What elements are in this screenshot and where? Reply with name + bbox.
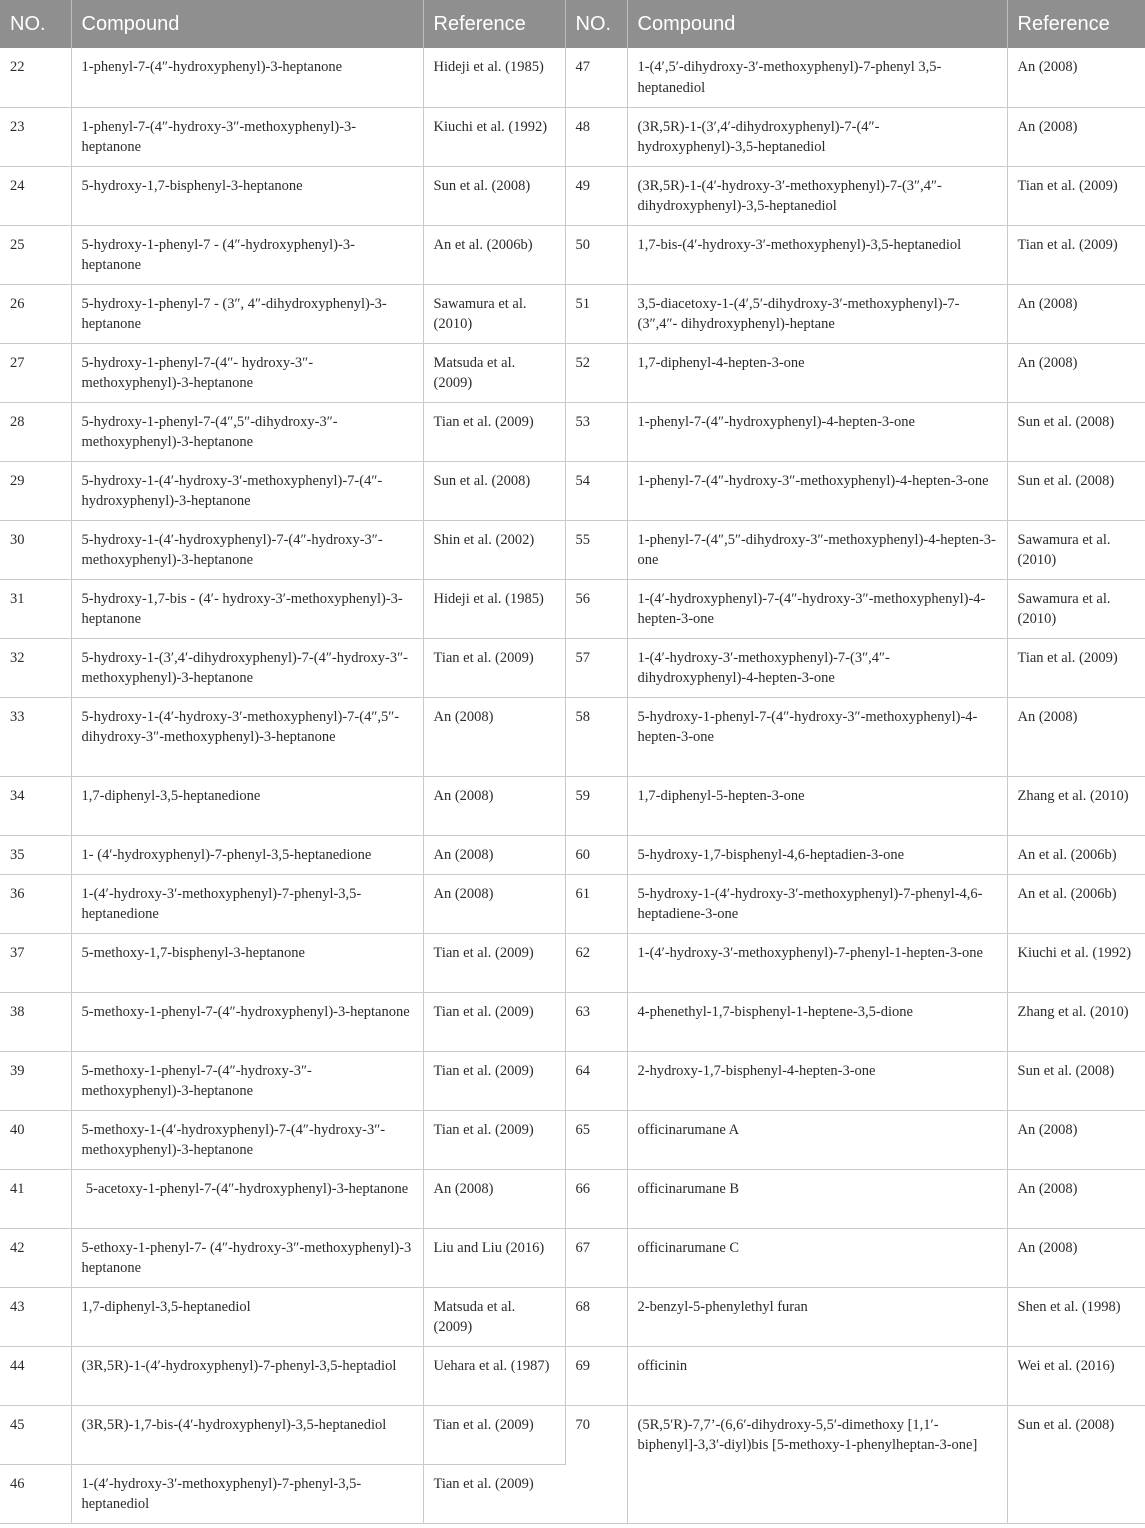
row-no: 54 xyxy=(565,461,627,520)
table-row xyxy=(0,1346,1145,1405)
table-row xyxy=(0,776,1145,835)
row-compound: officinarumane A xyxy=(627,1110,1007,1169)
row-reference: An (2008) xyxy=(423,1169,565,1228)
row-reference: Tian et al. (2009) xyxy=(1007,638,1145,697)
row-no: 34 xyxy=(0,776,71,835)
row-reference: Sun et al. (2008) xyxy=(1007,1405,1145,1523)
row-reference: Sun et al. (2008) xyxy=(1007,402,1145,461)
row-compound: 1-(4′-hydroxy-3′-methoxyphenyl)-7-phenyl-3,5-heptanedione xyxy=(71,874,423,933)
row-no: 57 xyxy=(565,638,627,697)
row-reference: Liu and Liu (2016) xyxy=(423,1228,565,1287)
row-reference: Tian et al. (2009) xyxy=(1007,225,1145,284)
row-compound: (3R,5R)-1,7-bis-(4′-hydroxyphenyl)-3,5-heptanediol xyxy=(71,1405,423,1464)
row-reference: Wei et al. (2016) xyxy=(1007,1346,1145,1405)
row-no: 53 xyxy=(565,402,627,461)
row-compound: 1-phenyl-7-(4″,5″-dihydroxy-3″-methoxyphenyl)-4-hepten-3-one xyxy=(627,520,1007,579)
row-no: 66 xyxy=(565,1169,627,1228)
row-no: 42 xyxy=(0,1228,71,1287)
row-compound: 1-(4′-hydroxy-3′-methoxyphenyl)-7-phenyl-1-hepten-3-one xyxy=(627,933,1007,992)
row-compound: 5-hydroxy-1-phenyl-7 - (4″-hydroxyphenyl)-3-heptanone xyxy=(71,225,423,284)
table-row xyxy=(0,874,1145,933)
row-reference: Tian et al. (2009) xyxy=(423,1110,565,1169)
table-row xyxy=(0,284,1145,343)
table-row xyxy=(0,402,1145,461)
row-reference: Sawamura et al. (2010) xyxy=(1007,579,1145,638)
row-compound: 5-hydroxy-1-(4′-hydroxy-3′-methoxyphenyl)-7-(4″,5″-dihydroxy-3″-methoxyphenyl)-3-heptanone xyxy=(71,697,423,776)
row-reference: Zhang et al. (2010) xyxy=(1007,776,1145,835)
row-reference: Kiuchi et al. (1992) xyxy=(423,107,565,166)
row-compound: 1-phenyl-7-(4″-hydroxyphenyl)-3-heptanone xyxy=(71,48,423,107)
row-compound: 1,7-diphenyl-3,5-heptanediol xyxy=(71,1287,423,1346)
row-no: 40 xyxy=(0,1110,71,1169)
row-reference: Sawamura et al. (2010) xyxy=(423,284,565,343)
table-row xyxy=(0,1110,1145,1169)
header-row xyxy=(0,0,1145,48)
row-no: 35 xyxy=(0,835,71,874)
table-row xyxy=(0,638,1145,697)
row-no: 67 xyxy=(565,1228,627,1287)
row-no: 68 xyxy=(565,1287,627,1346)
row-compound: 5-hydroxy-1-(4′-hydroxy-3′-methoxyphenyl)-7-phenyl-4,6-heptadiene-3-one xyxy=(627,874,1007,933)
row-compound: officinarumane B xyxy=(627,1169,1007,1228)
row-compound: 5-hydroxy-1,7-bis - (4′- hydroxy-3′-methoxyphenyl)-3-heptanone xyxy=(71,579,423,638)
row-compound: 1,7-diphenyl-4-hepten-3-one xyxy=(627,343,1007,402)
row-no: 30 xyxy=(0,520,71,579)
row-reference: Sawamura et al. (2010) xyxy=(1007,520,1145,579)
row-compound: 5-methoxy-1-(4′-hydroxyphenyl)-7-(4″-hydroxy-3″-methoxyphenyl)-3-heptanone xyxy=(71,1110,423,1169)
row-reference: Matsuda et al. (2009) xyxy=(423,1287,565,1346)
table-row xyxy=(0,107,1145,166)
row-no: 41 xyxy=(0,1169,71,1228)
row-no: 43 xyxy=(0,1287,71,1346)
row-no: 61 xyxy=(565,874,627,933)
row-reference: An et al. (2006b) xyxy=(423,225,565,284)
table-row xyxy=(0,933,1145,992)
row-reference: An (2008) xyxy=(1007,697,1145,776)
row-reference: An (2008) xyxy=(423,835,565,874)
row-reference: Sun et al. (2008) xyxy=(423,166,565,225)
row-compound: 1-(4′-hydroxy-3′-methoxyphenyl)-7-(3″,4″-dihydroxyphenyl)-4-hepten-3-one xyxy=(627,638,1007,697)
row-reference: Tian et al. (2009) xyxy=(423,402,565,461)
row-no: 27 xyxy=(0,343,71,402)
header-no-left: NO. xyxy=(0,0,71,48)
row-no: 48 xyxy=(565,107,627,166)
header-reference-left: Reference xyxy=(423,0,565,48)
row-no: 46 xyxy=(0,1464,71,1523)
row-no: 70 xyxy=(565,1405,627,1523)
row-reference: Sun et al. (2008) xyxy=(423,461,565,520)
row-compound: officinarumane C xyxy=(627,1228,1007,1287)
row-compound: (3R,5R)-1-(3′,4′-dihydroxyphenyl)-7-(4″-hydroxyphenyl)-3,5-heptanediol xyxy=(627,107,1007,166)
row-no: 47 xyxy=(565,48,627,107)
row-reference: Shen et al. (1998) xyxy=(1007,1287,1145,1346)
row-compound: 5-hydroxy-1,7-bisphenyl-4,6-heptadien-3-one xyxy=(627,835,1007,874)
row-compound: 1-phenyl-7-(4″-hydroxyphenyl)-4-hepten-3-one xyxy=(627,402,1007,461)
row-reference: Matsuda et al. (2009) xyxy=(423,343,565,402)
row-compound: 5-hydroxy-1-(4′-hydroxy-3′-methoxyphenyl)-7-(4″-hydroxyphenyl)-3-heptanone xyxy=(71,461,423,520)
row-reference: Tian et al. (2009) xyxy=(423,992,565,1051)
row-no: 50 xyxy=(565,225,627,284)
row-reference: Tian et al. (2009) xyxy=(423,1405,565,1464)
row-reference: Sun et al. (2008) xyxy=(1007,1051,1145,1110)
row-reference: An (2008) xyxy=(423,776,565,835)
row-compound: (3R,5R)-1-(4′-hydroxyphenyl)-7-phenyl-3,5-heptadiol xyxy=(71,1346,423,1405)
row-reference: Tian et al. (2009) xyxy=(423,1051,565,1110)
row-no: 62 xyxy=(565,933,627,992)
row-reference: An (2008) xyxy=(1007,1228,1145,1287)
table-row xyxy=(0,1287,1145,1346)
row-no: 24 xyxy=(0,166,71,225)
row-reference: Hideji et al. (1985) xyxy=(423,579,565,638)
row-compound: 1,7-bis-(4′-hydroxy-3′-methoxyphenyl)-3,5-heptanediol xyxy=(627,225,1007,284)
row-compound: officinin xyxy=(627,1346,1007,1405)
row-no: 55 xyxy=(565,520,627,579)
row-compound: 4-phenethyl-1,7-bisphenyl-1-heptene-3,5-dione xyxy=(627,992,1007,1051)
table-row xyxy=(0,1169,1145,1228)
table-row xyxy=(0,343,1145,402)
row-no: 58 xyxy=(565,697,627,776)
row-compound: 5-hydroxy-1-phenyl-7-(4″- hydroxy-3″-methoxyphenyl)-3-heptanone xyxy=(71,343,423,402)
row-no: 28 xyxy=(0,402,71,461)
row-no: 65 xyxy=(565,1110,627,1169)
row-no: 60 xyxy=(565,835,627,874)
row-reference: An (2008) xyxy=(1007,343,1145,402)
row-compound: 5-hydroxy-1-(3′,4′-dihydroxyphenyl)-7-(4″-hydroxy-3″- methoxyphenyl)-3-heptanone xyxy=(71,638,423,697)
row-compound: 5-hydroxy-1-phenyl-7-(4″,5″-dihydroxy-3″-methoxyphenyl)-3-heptanone xyxy=(71,402,423,461)
row-no: 37 xyxy=(0,933,71,992)
table-row xyxy=(0,1228,1145,1287)
header-compound-right: Compound xyxy=(627,0,1007,48)
row-no: 49 xyxy=(565,166,627,225)
row-compound: 5-methoxy-1-phenyl-7-(4″-hydroxy-3″-methoxyphenyl)-3-heptanone xyxy=(71,1051,423,1110)
row-reference: An et al. (2006b) xyxy=(1007,835,1145,874)
row-no: 36 xyxy=(0,874,71,933)
row-no: 63 xyxy=(565,992,627,1051)
row-no: 56 xyxy=(565,579,627,638)
row-reference: Tian et al. (2009) xyxy=(1007,166,1145,225)
row-no: 31 xyxy=(0,579,71,638)
row-compound: 1- (4′-hydroxyphenyl)-7-phenyl-3,5-heptanedione xyxy=(71,835,423,874)
row-compound: 5-hydroxy-1-phenyl-7 - (3″, 4″-dihydroxyphenyl)-3-heptanone xyxy=(71,284,423,343)
table-row xyxy=(0,48,1145,107)
row-compound: 1-(4′,5′-dihydroxy-3′-methoxyphenyl)-7-phenyl 3,5-heptanediol xyxy=(627,48,1007,107)
row-compound: 1,7-diphenyl-5-hepten-3-one xyxy=(627,776,1007,835)
row-compound: 5-acetoxy-1-phenyl-7-(4″-hydroxyphenyl)-3-heptanone xyxy=(71,1169,423,1228)
row-reference: An (2008) xyxy=(1007,107,1145,166)
row-no: 22 xyxy=(0,48,71,107)
row-compound: (5R,5′R)-7,7’-(6,6′-dihydroxy-5,5′-dimethoxy [1,1′-biphenyl]-3,3′-diyl)bis [5-methoxy-1-phenylheptan-3-one] xyxy=(627,1405,1007,1523)
row-no: 38 xyxy=(0,992,71,1051)
row-compound: 1,7-diphenyl-3,5-heptanedione xyxy=(71,776,423,835)
row-reference: Hideji et al. (1985) xyxy=(423,48,565,107)
row-compound: 1-(4′-hydroxy-3′-methoxyphenyl)-7-phenyl-3,5-heptanediol xyxy=(71,1464,423,1523)
row-no: 32 xyxy=(0,638,71,697)
table-row xyxy=(0,461,1145,520)
header-no-right: NO. xyxy=(565,0,627,48)
row-no: 44 xyxy=(0,1346,71,1405)
table-row xyxy=(0,579,1145,638)
row-reference: An (2008) xyxy=(1007,1169,1145,1228)
row-reference: An (2008) xyxy=(1007,48,1145,107)
table-row xyxy=(0,1051,1145,1110)
row-no: 29 xyxy=(0,461,71,520)
row-no: 23 xyxy=(0,107,71,166)
row-compound: 2-benzyl-5-phenylethyl furan xyxy=(627,1287,1007,1346)
table-row xyxy=(0,992,1145,1051)
row-reference: An (2008) xyxy=(1007,284,1145,343)
row-compound: 1-phenyl-7-(4″-hydroxy-3″-methoxyphenyl)-4-hepten-3-one xyxy=(627,461,1007,520)
row-reference: Zhang et al. (2010) xyxy=(1007,992,1145,1051)
row-reference: Shin et al. (2002) xyxy=(423,520,565,579)
row-compound: 5-methoxy-1-phenyl-7-(4″-hydroxyphenyl)-3-heptanone xyxy=(71,992,423,1051)
row-reference: Tian et al. (2009) xyxy=(423,933,565,992)
row-reference: An et al. (2006b) xyxy=(1007,874,1145,933)
row-no: 51 xyxy=(565,284,627,343)
row-compound: (3R,5R)-1-(4′-hydroxy-3′-methoxyphenyl)-7-(3″,4″-dihydroxyphenyl)-3,5-heptanediol xyxy=(627,166,1007,225)
row-no: 52 xyxy=(565,343,627,402)
row-no: 59 xyxy=(565,776,627,835)
row-compound: 3,5-diacetoxy-1-(4′,5′-dihydroxy-3′-methoxyphenyl)-7-(3″,4″- dihydroxyphenyl)-heptane xyxy=(627,284,1007,343)
table-row xyxy=(0,697,1145,776)
row-reference: Tian et al. (2009) xyxy=(423,638,565,697)
table-row xyxy=(0,1405,1145,1464)
row-compound: 1-(4′-hydroxyphenyl)-7-(4″-hydroxy-3″-methoxyphenyl)-4-hepten-3-one xyxy=(627,579,1007,638)
row-compound: 5-ethoxy-1-phenyl-7- (4″-hydroxy-3″-methoxyphenyl)-3 heptanone xyxy=(71,1228,423,1287)
table-row xyxy=(0,520,1145,579)
row-no: 25 xyxy=(0,225,71,284)
row-reference: An (2008) xyxy=(423,697,565,776)
row-no: 39 xyxy=(0,1051,71,1110)
row-compound: 5-hydroxy-1-(4′-hydroxyphenyl)-7-(4″-hydroxy-3″-methoxyphenyl)-3-heptanone xyxy=(71,520,423,579)
row-compound: 5-hydroxy-1-phenyl-7-(4″-hydroxy-3″-methoxyphenyl)-4-hepten-3-one xyxy=(627,697,1007,776)
row-compound: 5-hydroxy-1,7-bisphenyl-3-heptanone xyxy=(71,166,423,225)
table-row xyxy=(0,835,1145,874)
row-reference: An (2008) xyxy=(1007,1110,1145,1169)
row-no: 69 xyxy=(565,1346,627,1405)
header-reference-right: Reference xyxy=(1007,0,1145,48)
row-compound: 1-phenyl-7-(4″-hydroxy-3″-methoxyphenyl)-3-heptanone xyxy=(71,107,423,166)
row-no: 26 xyxy=(0,284,71,343)
row-no: 33 xyxy=(0,697,71,776)
table-row xyxy=(0,166,1145,225)
header-compound-left: Compound xyxy=(71,0,423,48)
row-reference: Uehara et al. (1987) xyxy=(423,1346,565,1405)
row-compound: 5-methoxy-1,7-bisphenyl-3-heptanone xyxy=(71,933,423,992)
row-reference: An (2008) xyxy=(423,874,565,933)
row-reference: Sun et al. (2008) xyxy=(1007,461,1145,520)
table-row xyxy=(0,225,1145,284)
row-reference: Tian et al. (2009) xyxy=(423,1464,565,1523)
row-no: 64 xyxy=(565,1051,627,1110)
row-reference: Kiuchi et al. (1992) xyxy=(1007,933,1145,992)
row-no: 45 xyxy=(0,1405,71,1464)
row-compound: 2-hydroxy-1,7-bisphenyl-4-hepten-3-one xyxy=(627,1051,1007,1110)
